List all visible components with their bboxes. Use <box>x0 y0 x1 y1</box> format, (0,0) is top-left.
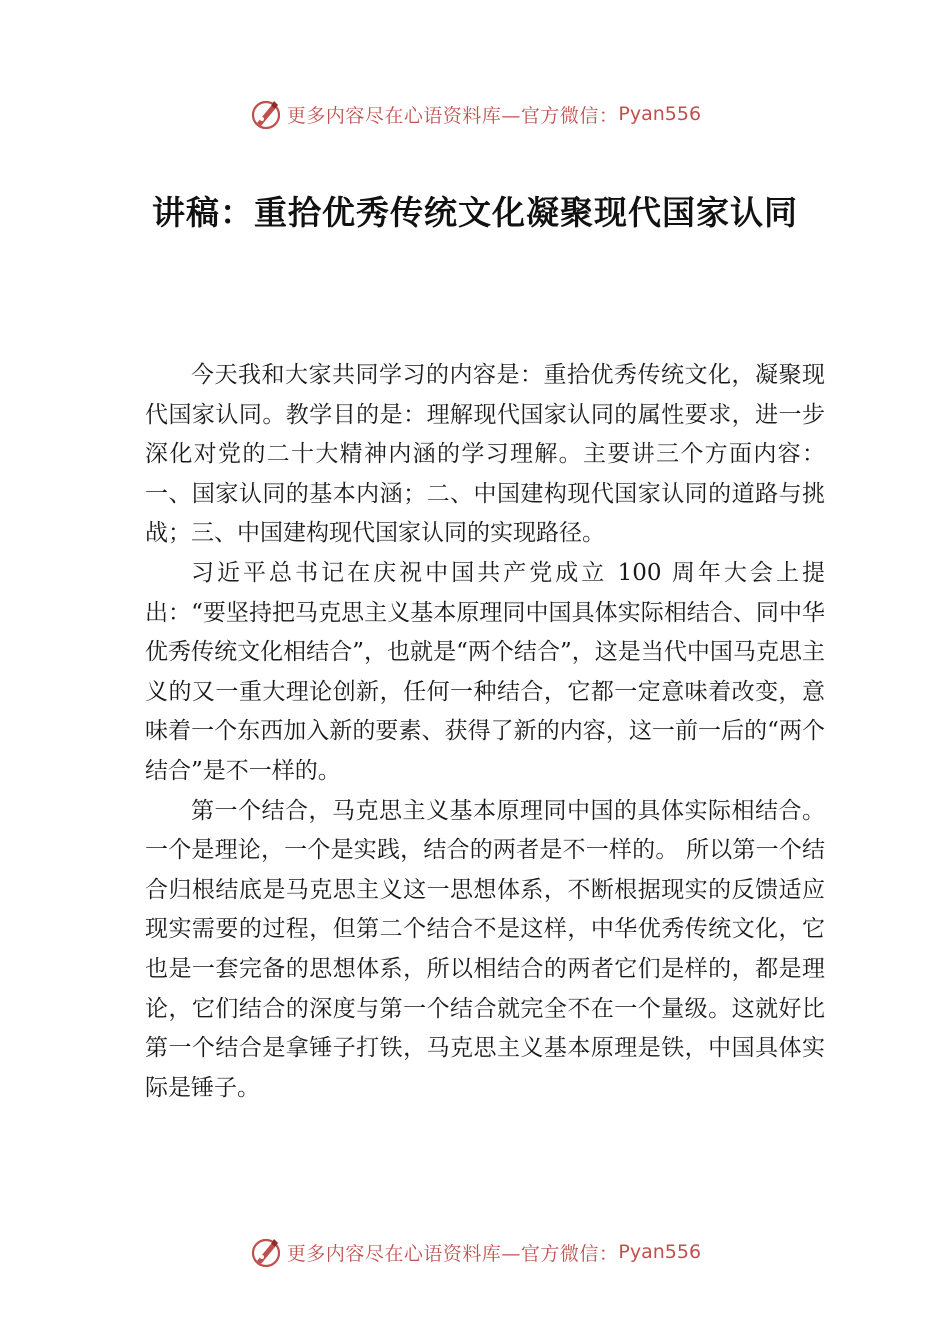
paragraph: 第一个结合，马克思主义基本原理同中国的具体实际相结合。一个是理论，一个是实践，结合的两者是不一样的。 所以第一个结合归根结底是马克思主义这一思想体系，不断根据现实的反馈适应现实需要的过程，但第二个结合不是这样，中华优秀传统文化，它也是一套完备的思想体系，所以相结合的两者它们是样的，都是理论，它们结合的深度与第一个结合就完全不在一个量级。这就好比第一个结合是拿锤子打铁，马克思主义基本原理是铁，中国具体实际是锤子。 <box>145 797 825 1101</box>
paragraph: 习近平总书记在庆祝中国共产党成立 100 周年大会上提出：“要坚持把马克思主义基本原理同中国具体实际相结合、同中华优秀传统文化相结合”，也就是“两个结合”，这是当代中国马克思主义的又一重大理论创新，任何一种结合，它都一定意味着改变，意味着一个东西加入新的要素、获得了新的内容，这一前一后的“两个结合”是不一样的。 <box>145 559 825 784</box>
paragraph: 今天我和大家共同学习的内容是：重拾优秀传统文化，凝聚现代国家认同。教学目的是：理解现代国家认同的属性要求，进一步深化对党的二十大精神内涵的学习理解。主要讲三个方面内容：一、国家认同的基本内涵；二、中国建构现代国家认同的道路与挑战；三、中国建构现代国家认同的实现路径。 <box>145 362 825 547</box>
document-title: 讲稿：重拾优秀传统文化凝聚现代国家认同 <box>152 193 798 232</box>
watermark-text: 更多内容尽在心语资料库—官方微信： <box>286 1242 619 1265</box>
pen-logo-icon <box>249 97 283 131</box>
document-body <box>145 356 825 1108</box>
header-watermark <box>0 96 950 132</box>
watermark-wechat-id: Pyan556 <box>618 1241 702 1263</box>
pen-logo-icon <box>249 1235 283 1269</box>
watermark-wechat-id: Pyan556 <box>618 103 702 125</box>
watermark-text: 更多内容尽在心语资料库—官方微信： <box>286 104 619 127</box>
footer-watermark <box>0 1234 950 1270</box>
